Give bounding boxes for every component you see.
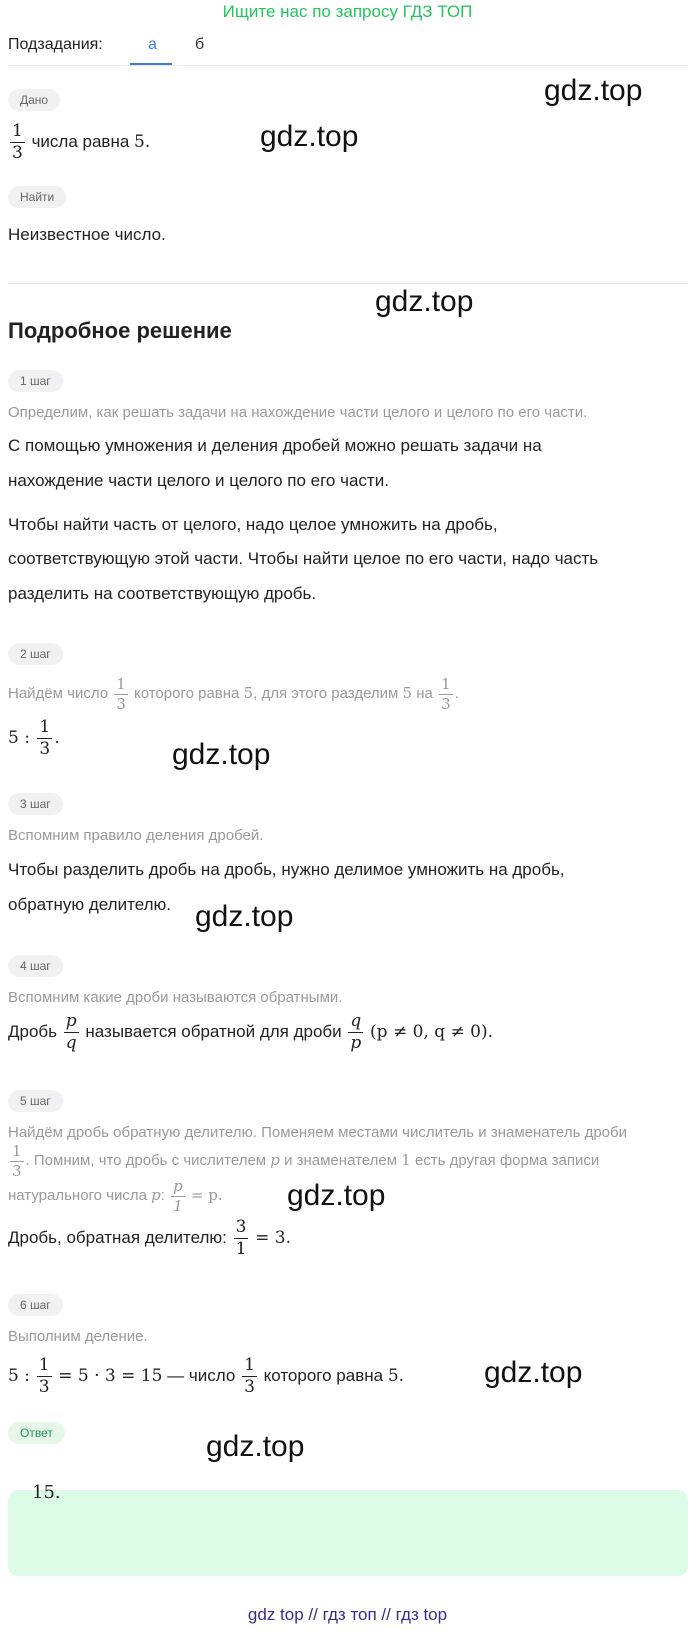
given-value: 5. (134, 132, 151, 152)
find-pill: Найти (8, 186, 66, 208)
watermark: gdz.top (484, 1356, 583, 1389)
given-pill: Дано (8, 89, 60, 111)
watermark: gdz.top (206, 1430, 305, 1463)
given-statement (8, 122, 150, 162)
step-1-line: соответствующую этой части. Чтобы найти целое по его части, надо часть (8, 549, 599, 568)
watermark: gdz.top (375, 285, 474, 318)
step-3-hint: Вспомним правило деления дробей. (8, 827, 264, 844)
step-5-pill: 5 шаг (8, 1090, 63, 1112)
footer-links[interactable]: gdz top // гдз топ // гдз top (247, 1605, 448, 1624)
watermark: gdz.top (544, 74, 643, 107)
step-1-line: С помощью умножения и деления дробей можно решать задачи на (8, 436, 542, 455)
step-1-hint: Определим, как решать задачи на нахождение части целого и целого по его части. (8, 404, 588, 421)
watermark: gdz.top (287, 1179, 386, 1212)
solution-heading: Подробное решение (8, 318, 232, 343)
step-3-pill: 3 шаг (8, 793, 63, 815)
tab-b[interactable]: б (195, 36, 205, 53)
step-4-pill: 4 шаг (8, 955, 63, 977)
step-1-pill: 1 шаг (8, 370, 63, 392)
step-1-line: нахождение части целого и целого по его части. (8, 471, 389, 490)
step-5-hint-line: Найдём дробь обратную делителю. Поменяем местами числитель и знаменатель дроби (8, 1124, 627, 1141)
step-6-expression: 5 : $\frac{1}{3}$ = 5 · 3 = 15 — число $\frac{1}{3}$ которого равна 5. (8, 1355, 405, 1398)
step-1-line: разделить на соответствующую дробь. (8, 584, 317, 603)
answer-box (8, 1490, 688, 1576)
given-text: числа равна (31, 132, 130, 151)
step-3-line: обратную делителю. (8, 895, 171, 914)
step-6-hint: Выполним деление. (8, 1328, 148, 1345)
step-2-expression: 5 : $\frac{1}{3}$ . (8, 717, 60, 759)
step-2-hint: Найдём число $\frac{1}{3}$ которого равна 5, для этого разделим 5 на $\frac{1}{3}$ . (8, 674, 459, 713)
divider (8, 283, 688, 284)
step-4-statement: Дробь $\frac{p}{q}$ называется обратной для дроби $\frac{q}{p}$ (p ≠ 0, q ≠ 0). (8, 1011, 494, 1054)
subtasks-label: Подзадания: (8, 36, 103, 53)
search-banner: Ищите нас по запросу ГДЗ ТОП (222, 2, 473, 21)
step-5-hint-line: $\frac{1}{3}$ . Помним, что дробь с числителем p и знаменателем 1 есть другая форма записи (12, 1141, 600, 1180)
watermark: gdz.top (260, 120, 359, 153)
fraction: $\frac{1}{3}$ (12, 121, 23, 164)
tab-a[interactable]: а (148, 36, 157, 53)
find-text: Неизвестное число. (8, 225, 166, 244)
step-3-line: Чтобы разделить дробь на дробь, нужно делимое умножить на дробь, (8, 860, 565, 879)
watermark: gdz.top (195, 900, 294, 933)
answer-value: 15. (32, 1482, 61, 1503)
step-1-line: Чтобы найти часть от целого, надо целое умножить на дробь, (8, 515, 498, 534)
step-5-hint-line: натурального числа p: $\frac{p}{1}$ = p. (8, 1176, 223, 1215)
watermark: gdz.top (172, 738, 271, 771)
answer-pill: Ответ (8, 1422, 65, 1444)
step-5-statement: Дробь, обратная делителю: $\frac{3}{1}$ = 3. (8, 1217, 292, 1260)
step-2-pill: 2 шаг (8, 643, 63, 665)
step-6-pill: 6 шаг (8, 1294, 63, 1316)
step-4-hint: Вспомним какие дроби называются обратными. (8, 989, 343, 1006)
divider (8, 65, 688, 66)
